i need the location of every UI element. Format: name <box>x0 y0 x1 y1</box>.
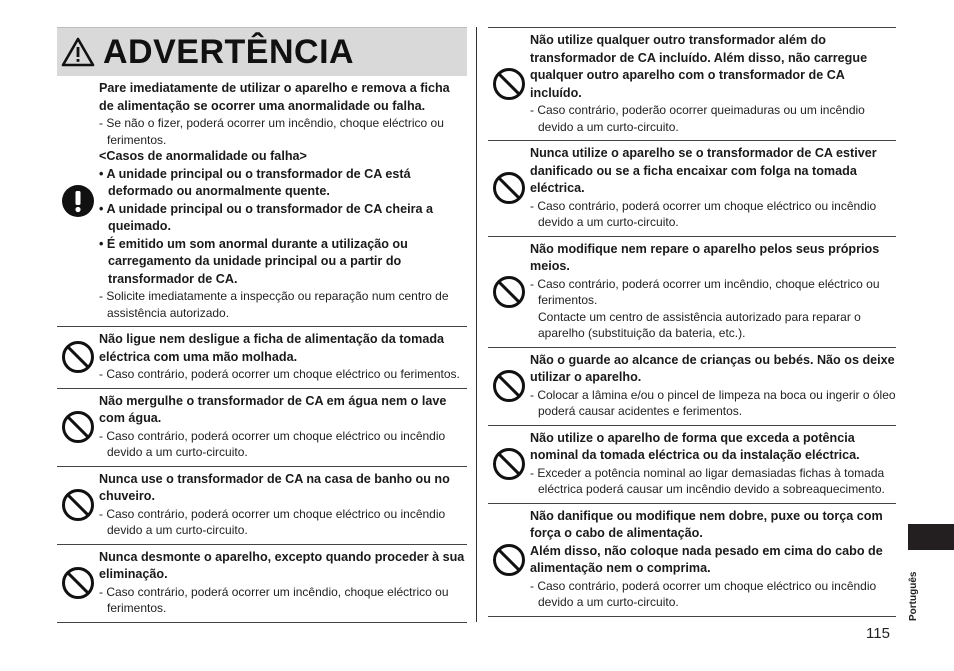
warning-note: - Caso contrário, poderá ocorrer um choque eléctrico ou incêndio devido a um curto-circuito. <box>530 198 877 229</box>
warning-text <box>530 28 896 140</box>
warning-entry <box>488 348 896 426</box>
warning-note: - Caso contrário, poderá ocorrer um incêndio, choque eléctrico ou ferimentos. <box>99 584 449 615</box>
warning-entry <box>488 237 896 348</box>
warning-entry <box>57 389 467 467</box>
warning-triangle-icon <box>61 37 95 67</box>
page-title: ADVERTÊNCIA <box>103 32 355 71</box>
warning-text <box>99 76 467 326</box>
prohibition-icon <box>57 340 99 374</box>
warning-entry <box>57 76 467 327</box>
warning-note: - Caso contrário, poderá ocorrer um choque eléctrico ou ferimentos. <box>99 367 460 381</box>
prohibition-icon <box>488 369 530 403</box>
prohibition-icon <box>488 67 530 101</box>
warning-note: - Se não o fizer, poderá ocorrer um incêndio, choque eléctrico ou ferimentos. <box>99 116 444 147</box>
warning-bullet: • É emitido um som anormal durante a utilização ou carregamento da unidade principal ou a partir do transformador de CA. <box>99 236 408 286</box>
page-number: 115 <box>866 625 890 642</box>
warning-entry <box>57 545 467 623</box>
warning-heading: Não danifique ou modifique nem dobre, puxe ou torça com força o cabo de alimentação. <box>530 508 883 540</box>
warning-note: - Colocar a lâmina e/ou o pincel de limpeza na boca ou ingerir o óleo poderá causar acidentes e ferimentos. <box>530 387 896 418</box>
warning-text <box>530 504 896 616</box>
warning-entry <box>488 27 896 141</box>
warning-heading: Nunca utilize o aparelho se o transformador de CA estiver danificado ou se a ficha encaixar com folga na tomada eléctrica. <box>530 146 877 195</box>
warning-note: - Caso contrário, poderão ocorrer queimaduras ou um incêndio devido a um curto-circuito. <box>530 103 865 134</box>
prohibition-icon <box>488 275 530 309</box>
warning-entry <box>57 327 467 389</box>
warning-heading: <Casos de anormalidade ou falha> <box>99 149 307 163</box>
warning-text <box>99 327 467 388</box>
warning-text <box>99 467 467 544</box>
language-tab-marker <box>908 524 954 550</box>
prohibition-icon <box>57 488 99 522</box>
prohibition-icon <box>488 171 530 205</box>
warning-entry <box>488 141 896 237</box>
warning-note: - Caso contrário, poderá ocorrer um incêndio, choque eléctrico ou ferimentos. <box>530 276 880 307</box>
warning-heading: Não o guarde ao alcance de crianças ou bebés. Não os deixe utilizar o aparelho. <box>530 352 895 384</box>
warning-entry <box>488 426 896 504</box>
warning-heading: Não utilize qualquer outro transformador além do transformador de CA incluído. Além disso, não carregue qualquer outro aparelho com o transformador de CA incluído. <box>530 33 868 100</box>
warning-entry <box>488 504 896 617</box>
prohibition-icon <box>488 543 530 577</box>
warning-note: - Exceder a potência nominal ao ligar demasiadas fichas à tomada eléctrica poderá causar um incêndio devido a sobreaquecimento. <box>530 465 885 496</box>
warning-note: - Caso contrário, poderá ocorrer um choque eléctrico ou incêndio devido a um curto-circuito. <box>99 506 446 537</box>
warning-title-bar <box>57 27 467 76</box>
warning-heading: Não utilize o aparelho de forma que exceda a potência nominal da tomada eléctrica ou da instalação eléctrica. <box>530 430 860 462</box>
prohibition-icon <box>57 410 99 444</box>
warning-note: Contacte um centro de assistência autorizado para reparar o aparelho (substituição da bateria, etc.). <box>538 309 861 340</box>
warning-bullet: • A unidade principal ou o transformador de CA está deformado ou anormalmente quente. <box>99 166 411 198</box>
warning-note: - Caso contrário, poderá ocorrer um choque eléctrico ou incêndio devido a um curto-circuito. <box>530 578 877 609</box>
left-entry-list <box>57 76 467 623</box>
prohibition-icon <box>488 447 530 481</box>
language-label: Português <box>908 571 919 621</box>
warning-text <box>99 389 467 466</box>
prohibition-icon <box>57 566 99 600</box>
exclamation-icon <box>57 184 99 218</box>
column-divider <box>476 27 477 622</box>
warning-entry <box>57 467 467 545</box>
right-entry-list <box>488 27 896 617</box>
warning-text <box>99 545 467 622</box>
warning-heading: Não modifique nem repare o aparelho pelos seus próprios meios. <box>530 241 880 273</box>
warning-heading: Pare imediatamente de utilizar o aparelho e remova a ficha de alimentação se ocorrer uma anormalidade ou falha. <box>99 81 450 113</box>
warning-heading: Além disso, não coloque nada pesado em cima do cabo de alimentação nem o comprima. <box>530 543 883 575</box>
warning-heading: Nunca desmonte o aparelho, excepto quando proceder à sua eliminação. <box>99 549 465 581</box>
warning-bullet: • A unidade principal ou o transformador de CA cheira a queimado. <box>99 201 433 233</box>
warning-heading: Nunca use o transformador de CA na casa de banho ou no chuveiro. <box>99 471 450 503</box>
warning-text <box>530 426 896 503</box>
warning-text <box>530 237 896 347</box>
warning-heading: Não mergulhe o transformador de CA em água nem o lave com água. <box>99 393 447 425</box>
warning-heading: Não ligue nem desligue a ficha de alimentação da tomada eléctrica com uma mão molhada. <box>99 332 445 364</box>
warning-text <box>530 348 896 425</box>
left-column <box>57 27 467 623</box>
warning-text <box>530 141 896 236</box>
right-column <box>488 27 896 617</box>
warning-note: - Solicite imediatamente a inspecção ou reparação num centro de assistência autorizado. <box>99 289 449 320</box>
warning-note: - Caso contrário, poderá ocorrer um choque eléctrico ou incêndio devido a um curto-circuito. <box>99 428 446 459</box>
